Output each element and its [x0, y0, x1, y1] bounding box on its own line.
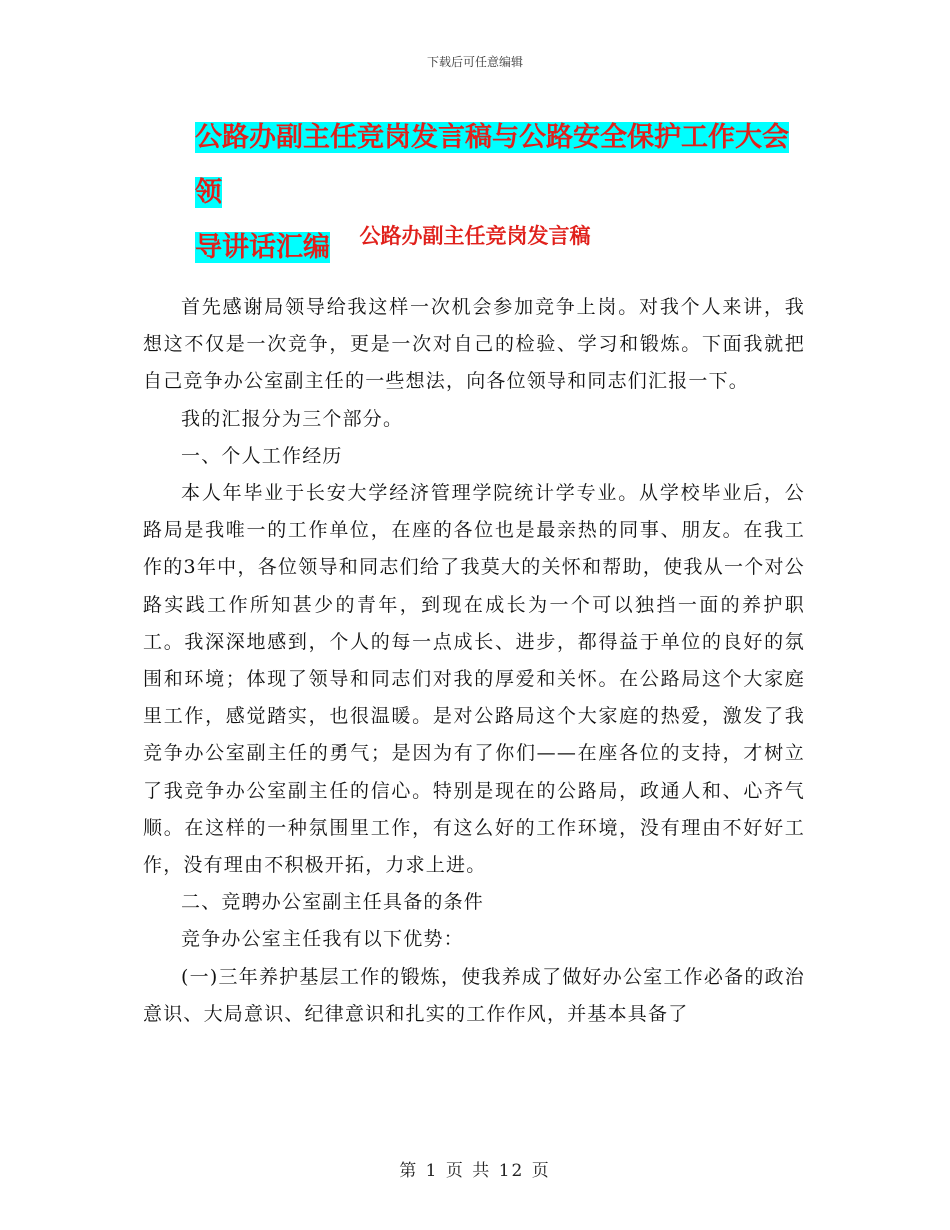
- body-text: [143, 289, 805, 1033]
- heading-work-experience: 一、个人工作经历: [181, 444, 343, 467]
- paragraph-intro: 首先感谢局领导给我这样一次机会参加竞争上岗。对我个人来讲，我想这不仅是一次竞争，更是一次对自己的检验、学习和锻炼。下面我就把自己竞争办公室副主任的一些想法，向各位领导和同志们汇报一下。: [143, 296, 805, 393]
- paragraph-outline: 我的汇报分为三个部分。: [181, 407, 404, 430]
- section-title: 公路办副主任竞岗发言稿: [359, 224, 591, 248]
- heading-qualifications: 二、竞聘办公室副主任具备的条件: [181, 891, 485, 914]
- header-note: 下载后可任意编辑: [426, 55, 523, 69]
- document-title: [195, 110, 815, 275]
- paragraph-work-experience: 本人年毕业于长安大学经济管理学院统计学专业。从学校毕业后，公路局是我唯一的工作单位，在座的各位也是最亲热的同事、朋友。在我工作的3年中，各位领导和同志们给了我莫大的关怀和帮助，使我从一个对公路实践工作所知甚少的青年，到现在成长为一个可以独挡一面的养护职工。我深深地感到，个人的每一点成长、进步，都得益于单位的良好的氛围和环境；体现了领导和同志们对我的厚爱和关怀。在公路局这个大家庭里工作，感觉踏实，也很温暖。是对公路局这个大家庭的热爱，激发了我竞争办公室副主任的勇气；是因为有了你们——在座各位的支持，才树立了我竞争办公室副主任的信心。特别是现在的公路局，政通人和、心齐气顺。在这样的一种氛围里工作，有这么好的工作环境，没有理由不好好工作，没有理由不积极开拓，力求上进。: [143, 482, 805, 877]
- document-title-line-2: 导讲话汇编: [195, 232, 330, 263]
- paragraph-advantages: 竞争办公室主任我有以下优势：: [181, 928, 464, 951]
- document-title-line-1: 公路办副主任竞岗发言稿与公路安全保护工作大会领: [195, 122, 789, 208]
- page-number-footer: 第 1 页 共 12 页: [399, 1161, 551, 1181]
- paragraph-advantage-1: (一)三年养护基层工作的锻炼，使我养成了做好办公室工作必备的政治意识、大局意识、纪律意识和扎实的工作作风，并基本具备了: [143, 965, 805, 1025]
